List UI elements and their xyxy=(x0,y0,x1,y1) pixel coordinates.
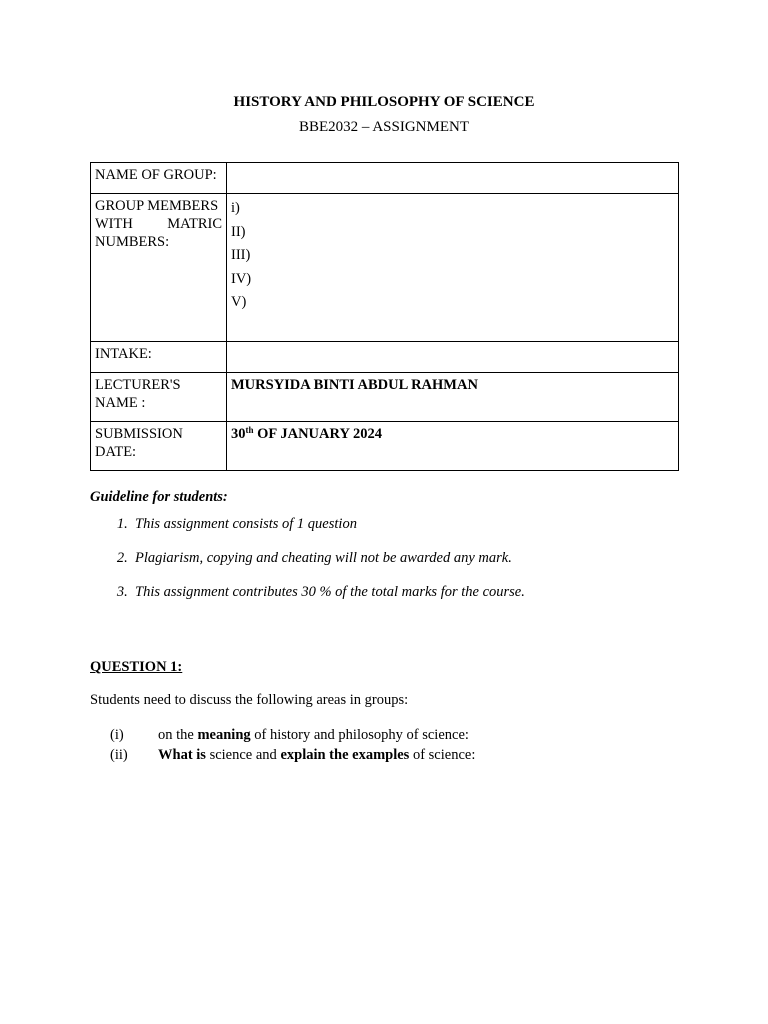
list-item xyxy=(110,747,475,767)
intake-label: INTAKE: xyxy=(91,342,227,373)
member-entry: i) xyxy=(231,200,240,216)
member-entry: II) xyxy=(231,223,246,240)
label-word: WITH xyxy=(95,216,133,232)
intake-value[interactable] xyxy=(227,342,679,373)
group-members-value[interactable] xyxy=(227,194,679,342)
lecturer-label-line: LECTURER'S xyxy=(95,377,181,393)
guideline-list xyxy=(90,516,525,618)
table-row xyxy=(91,342,679,373)
guideline-number: 3. xyxy=(116,584,128,600)
question-intro: Students need to discuss the following areas in groups: xyxy=(90,692,409,708)
submission-date-value xyxy=(227,422,679,471)
group-info-table xyxy=(90,162,679,471)
area-number: (i) xyxy=(110,727,124,743)
submission-day: 30 xyxy=(231,426,246,442)
document-title: HISTORY AND PHILOSOPHY OF SCIENCE xyxy=(233,94,535,110)
lecturer-value: MURSYIDA BINTI ABDUL RAHMAN xyxy=(227,373,679,422)
guideline-text: This assignment contributes 30 % of the total marks for the course. xyxy=(135,584,525,600)
area-number: (ii) xyxy=(110,747,128,763)
guideline-number: 2. xyxy=(116,550,128,566)
group-members-label-line: NUMBERS: xyxy=(95,234,170,250)
guideline-heading: Guideline for students: xyxy=(90,489,228,505)
submission-day-suffix: th xyxy=(245,425,254,435)
list-item xyxy=(90,516,525,550)
lecturer-label xyxy=(91,373,227,422)
label-word: MATRIC xyxy=(167,216,222,232)
guideline-number: 1. xyxy=(116,516,128,532)
guideline-text: Plagiarism, copying and cheating will not be awarded any mark. xyxy=(135,550,512,566)
member-entry: V) xyxy=(231,294,247,310)
submission-label-line: DATE: xyxy=(95,444,137,460)
submission-label xyxy=(91,422,227,471)
group-members-label-line: GROUP MEMBERS xyxy=(95,198,219,214)
lecturer-label-line: NAME : xyxy=(95,395,146,411)
list-item xyxy=(90,584,525,618)
area-text: What is science and explain the examples of science: xyxy=(158,747,476,763)
list-item xyxy=(90,550,525,584)
member-entry: IV) xyxy=(231,270,252,287)
group-members-label-line xyxy=(95,215,222,233)
list-item xyxy=(110,727,475,747)
table-row xyxy=(91,422,679,471)
name-of-group-label: NAME OF GROUP: xyxy=(91,163,227,194)
name-of-group-value[interactable] xyxy=(227,163,679,194)
member-entry: III) xyxy=(231,247,251,263)
group-members-label xyxy=(91,194,227,342)
guideline-text: This assignment consists of 1 question xyxy=(135,516,357,532)
question-heading: QUESTION 1: xyxy=(90,659,183,675)
question-areas xyxy=(110,727,475,767)
submission-label-line: SUBMISSION xyxy=(95,426,183,442)
table-row xyxy=(91,163,679,194)
table-row xyxy=(91,194,679,342)
submission-month-year: OF JANUARY 2024 xyxy=(253,426,383,442)
document-subtitle: BBE2032 – ASSIGNMENT xyxy=(298,119,470,135)
table-row xyxy=(91,373,679,422)
area-text: on the meaning of history and philosophy of science: xyxy=(158,727,469,743)
